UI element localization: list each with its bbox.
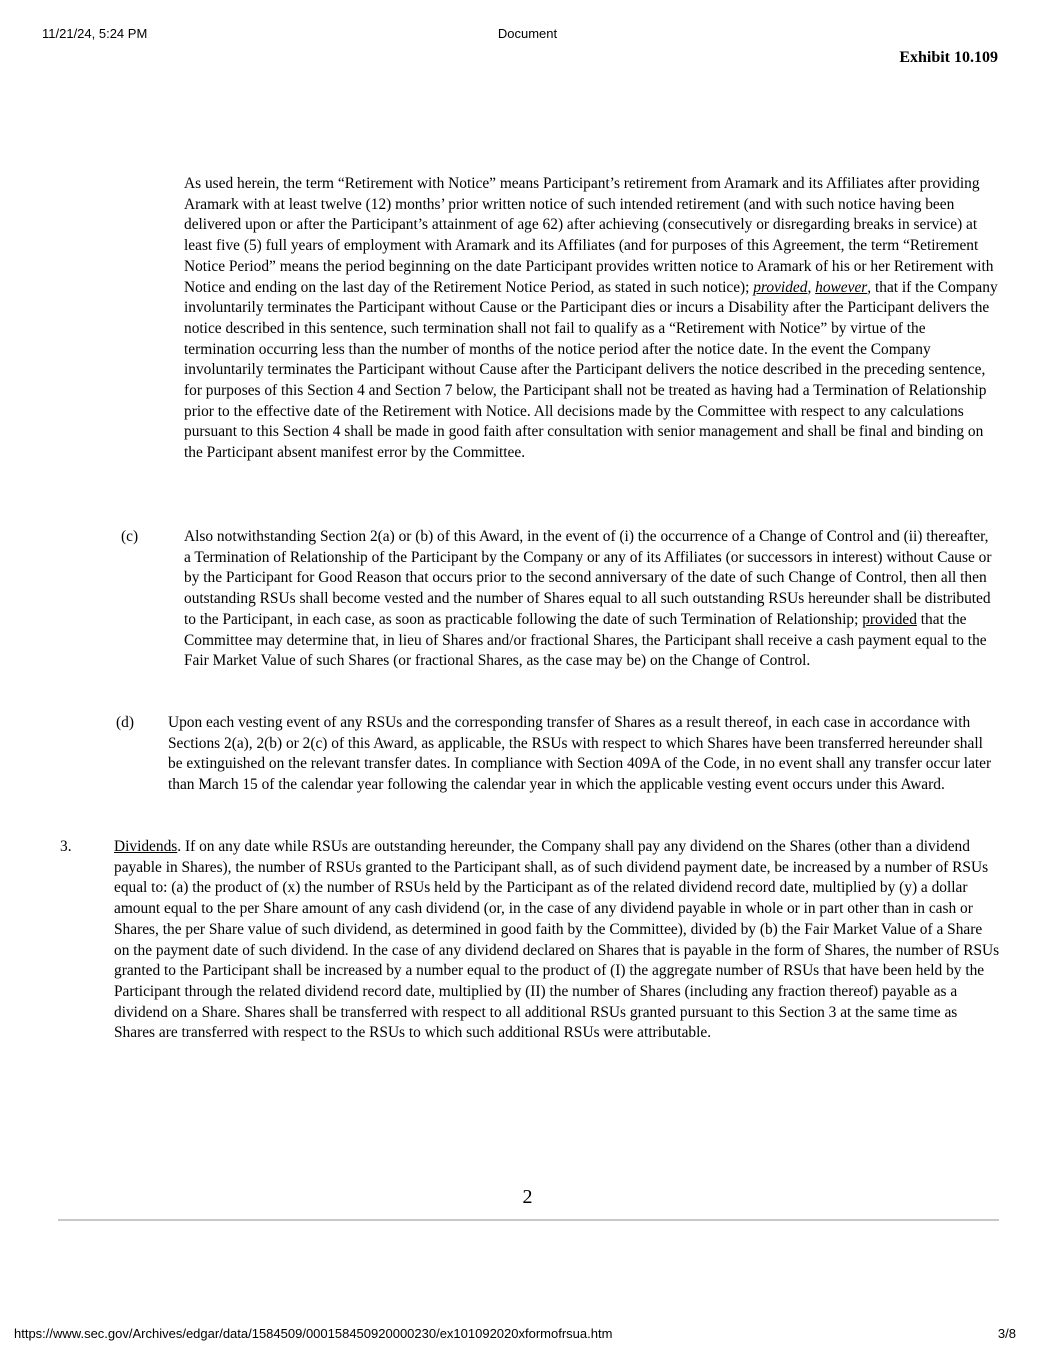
provided-term: provided [753,278,808,296]
section-3-label: 3. [60,838,72,855]
dividends-heading: Dividends [114,838,178,855]
retirement-with-notice-paragraph [184,174,998,464]
section-c-text-part1: Also notwithstanding Section 2(a) or (b) of this Award, in the event of (i) the occurrence of a Change of Control and (ii) thereafter, a Termination of Relationship of the Participant by the Company or any of its Affiliates (or successors in interest) without Cause or by the Participant for Good Reason that occurs prior to the second anniversary of the date of such Change of Control, then all then outstanding RSUs shall become vested and the number of Shares equal to all such outstanding RSUs hereunder shall be distributed to the Participant, in each case, as soon as practicable following the date of such Termination of Relationship; [184,528,992,628]
section-3-paragraph [114,837,1000,1044]
section-c-provided-term: provided [862,610,917,628]
section-d-paragraph: Upon each vesting event of any RSUs and the corresponding transfer of Shares as a result thereof, in each case in accordance with Sections 2(a), 2(b) or 2(c) of this Award, as applicable, the RSUs with respect to which Shares have been transferred hereunder shall be extinguished on the relevant transfer dates. In compliance with Section 409A of the Code, in no event shall any transfer occur later than March 15 of the calendar year following the calendar year in which the applicable vesting event occurs under this Award. [168,714,992,794]
section-c-paragraph [184,527,998,672]
section-d-label: (d) [116,714,134,731]
section-c-text-part2: that the Committee may determine that, in lieu of Shares and/or fractional Shares, the Participant shall receive a cash payment equal to the Fair Market Value of such Shares (or fractional Shares, as the case may be) on the Change of Control. [184,610,987,670]
page-divider [58,1219,999,1221]
print-url: https://www.sec.gov/Archives/edgar/data/1584509/000158450920000230/ex101092020xformofrsua.htm [14,1326,613,1341]
section-c-label: (c) [121,528,139,545]
print-page-title: Document [497,26,558,41]
however-term: however [815,278,868,296]
section-3-text: . If on any date while RSUs are outstanding hereunder, the Company shall pay any dividend on the Shares (other than a dividend payable in Shares), the number of RSUs granted to the Participant shall, as of such dividend payment date, be increased by a number of RSUs equal to: (a) the product of (x) the number of RSUs held by the Participant as of the related dividend record date, multiplied by (y) a dollar amount equal to the per Share amount of any cash dividend (or, in the case of any dividend payable in whole or in part other than in cash or Shares, the per Share value of such dividend, as determined in good faith by the Committee), divided by (b) the Fair Market Value of a Share on the payment date of such dividend. In the case of any dividend declared on Shares that is payable in the form of Shares, the number of RSUs granted to the Participant shall be increased by a number equal to the product of (I) the aggregate number of RSUs that have been held by the Participant through the related dividend record date, multiplied by (II) the number of Shares (including any fraction thereof) payable as a dividend on a Share. Shares shall be transferred with respect to all additional RSUs granted pursuant to this Section 3 at the same time as Shares are transferred with respect to the RSUs to which such additional RSUs were attributable. [114,838,1000,1042]
exhibit-label: Exhibit 10.109 [899,49,998,66]
browser-print-footer [0,1326,1055,1344]
page-number: 2 [522,1186,533,1208]
print-page-indicator: 3/8 [997,1326,1016,1341]
print-timestamp: 11/21/24, 5:24 PM [42,26,148,41]
browser-print-header [0,26,1055,44]
retirement-text-part1: As used herein, the term “Retirement with Notice” means Participant’s retirement from Aramark and its Affiliates after providing Aramark with at least twelve (12) months’ prior written notice of such intended retirement (and with such notice having been delivered upon or after the Participant’s attainment of age 62) after achieving (consecutively or disregarding breaks in service) at least five (5) full years of employment with Aramark and its Affiliates (and for purposes of this Agreement, the term “Retirement Notice Period” means the period beginning on the date Participant provides written notice to Aramark of his or her Retirement with Notice and ending on the last day of the Retirement Notice Period, as stated in such notice); [184,175,994,296]
retirement-comma: , [807,278,816,296]
retirement-text-part2: , that if the Company involuntarily terminates the Participant without Cause or the Participant dies or incurs a Disability after the Participant delivers the notice described in this sentence, such termination shall not fail to qualify as a “Retirement with Notice” by virtue of the termination occurring less than the number of months of the notice period after the notice date. In the event the Company involuntarily terminates the Participant without Cause after the Participant delivers the notice described in the preceding sentence, for purposes of this Section 4 and Section 7 below, the Participant shall not be treated as having had a Termination of Relationship prior to the effective date of the Retirement with Notice. All decisions made by the Committee with respect to any calculations pursuant to this Section 4 shall be made in good faith after consultation with senior management and shall be final and binding on the Participant absent manifest error by the Committee. [184,278,998,462]
